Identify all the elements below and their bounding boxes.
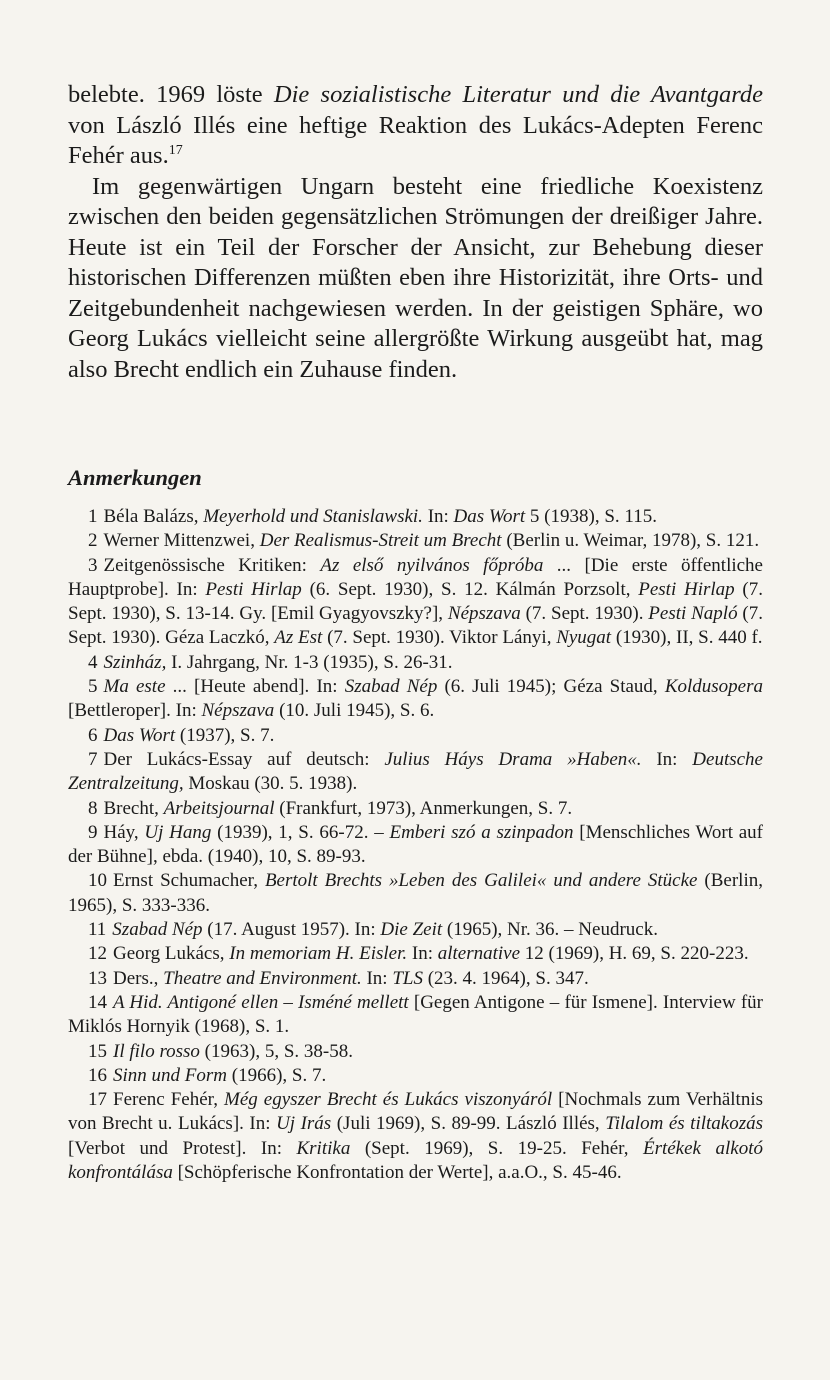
note-title: Még egyszer Brecht és Lukács viszonyáról [224, 1089, 553, 1111]
note-title: In memoriam H. Eisler. [229, 943, 408, 965]
note-text: Der Lukács-Essay auf deutsch: [103, 748, 385, 770]
note-text: [Bettleroper]. In: [68, 700, 202, 722]
paragraph-1 [68, 80, 763, 172]
note-number: 14 [88, 991, 107, 1013]
note-text: (7. Sept. 1930), S. 13-14. Gy. [Emil Gyagyovszky?], [68, 578, 763, 625]
notes-list [68, 505, 763, 1185]
note-number: 1 [88, 506, 98, 527]
note-number: 3 [88, 554, 98, 576]
note-text: (1965), Nr. 36. – Neudruck. [442, 919, 658, 941]
note-number: 9 [88, 821, 98, 843]
note-title: Népszava [447, 603, 521, 625]
paragraph-2: Im gegenwärtigen Ungarn besteht eine friedliche Koexistenz zwischen den beiden gegensätzlichen Strömungen der dreißiger Jahre. Heute ist ein Teil der Forscher der Ansicht, zur Behebung dieser historischen Differenzen müßten eben ihre Historizität, ihre Orts- und Zeitgebundenheit nachgewiesen werden. In der geistigen Sphäre, wo Georg Lukács vielleicht seine allergrößte Wirkung ausgeübt hat, mag also Brecht endlich ein Zuhause finden. [68, 172, 763, 383]
p1-title: Die sozialistische Literatur und die Avantgarde [273, 81, 763, 108]
note-text: (Juli 1969), S. 89-99. László Illés, [331, 1113, 606, 1135]
footnote-ref: 17 [168, 143, 183, 158]
note-text: [Menschliches Wort auf der Bühne], ebda. (1940), 10, S. 89-93. [68, 821, 763, 868]
note-title: Das Wort [103, 724, 176, 746]
main-text [68, 80, 763, 385]
note-text: (6. Sept. 1930), S. 12. Kálmán Porzsolt, [301, 578, 639, 600]
note-text: (7. Sept. 1930). Géza Laczkó, [68, 603, 764, 649]
note-title: Der Realismus-Streit um Brecht [259, 530, 502, 552]
note-title: Bertolt Brechts »Leben des Galilei« und andere Stücke [264, 870, 698, 892]
note-text: (Berlin u. Weimar, 1978), S. 121. [501, 530, 760, 552]
note-title: Theatre and Environment. [163, 967, 362, 989]
note-text: (6. Juli 1945); Géza Staud, [437, 676, 665, 698]
note-text: In: [422, 506, 454, 527]
note-text: Ferenc Fehér, [113, 1089, 225, 1111]
note-number: 4 [88, 651, 98, 673]
note-text: I. Jahrgang, Nr. 1-3 (1935), S. 26-31. [166, 651, 453, 673]
note-title: Szabad Nép [112, 919, 203, 941]
note-item [68, 821, 763, 870]
note-text: (Berlin, 1965), S. 333-336. [68, 870, 763, 916]
note-title: Il filo rosso [113, 1040, 200, 1062]
note-title: Sinn und Form [113, 1064, 227, 1086]
note-title: Pesti Hirlap [205, 578, 302, 600]
note-number: 11 [88, 919, 107, 941]
note-text: ... [Die erste öffentliche Hauptprobe]. In: [68, 554, 763, 600]
note-number: 8 [88, 797, 98, 819]
note-title: Uj Hang [144, 821, 212, 843]
note-title: Az első nyilvános főpróba [320, 554, 544, 576]
note-number: 7 [88, 748, 98, 770]
note-text: (10. Juli 1945), S. 6. [274, 700, 435, 722]
note-item [68, 967, 763, 991]
note-item [68, 748, 763, 797]
note-item [68, 675, 763, 724]
note-item [68, 1088, 763, 1185]
note-text: Ernst Schumacher, [113, 870, 265, 892]
note-number: 10 [88, 870, 107, 892]
note-text: Zeitgenössische Kritiken: [103, 554, 321, 576]
note-number: 16 [88, 1064, 107, 1086]
note-item [68, 942, 763, 966]
note-text: ... [Heute abend]. In: [165, 676, 345, 698]
note-title: TLS [392, 967, 423, 989]
note-text: Béla Balázs, [103, 506, 204, 527]
note-text: (7. Sept. 1930). Viktor Lányi, [322, 627, 557, 649]
note-text: (1930), II, S. 440 f. [611, 627, 763, 649]
notes-heading: Anmerkungen [68, 465, 202, 490]
note-text: (Frankfurt, 1973), Anmerkungen, S. 7. [274, 797, 573, 819]
note-text: Werner Mittenzwei, [103, 530, 260, 552]
note-item [68, 1064, 763, 1088]
note-number: 12 [88, 943, 107, 965]
note-title: Uj Irás [276, 1113, 332, 1135]
note-text: [Schöpferische Konfrontation der Werte], a.a.O., S. 45-46. [172, 1162, 622, 1184]
note-title: Az Est [274, 627, 323, 649]
note-title: Emberi szó a szinpadon [389, 821, 574, 843]
note-text: In: [361, 967, 393, 989]
note-item [68, 918, 763, 942]
note-text: (23. 4. 1964), S. 347. [422, 967, 589, 989]
note-text: (1966), S. 7. [227, 1064, 327, 1086]
note-title: Szabad Nép [344, 676, 438, 698]
note-title: alternative [437, 943, 521, 965]
note-text: Georg Lukács, [113, 943, 230, 965]
note-item [68, 529, 763, 553]
note-item [68, 869, 763, 918]
note-item [68, 1040, 763, 1064]
note-item [68, 651, 763, 675]
p1-pre: belebte. 1969 löste [68, 81, 274, 108]
note-title: Pesti Hirlap [638, 578, 735, 600]
note-text: (17. August 1957). In: [202, 919, 381, 941]
note-number: 6 [88, 724, 98, 746]
note-text: 12 (1969), H. 69, S. 220-223. [520, 943, 749, 965]
note-text: [Nochmals zum Verhältnis von Brecht u. Lukács]. In: [68, 1089, 763, 1135]
note-text: (1963), 5, S. 38-58. [199, 1040, 353, 1062]
note-title: Das Wort [453, 506, 526, 527]
note-title: Koldusopera [664, 676, 764, 698]
note-item [68, 991, 763, 1040]
note-text: Brecht, [103, 797, 164, 819]
note-text: [Verbot und Protest]. In: [68, 1137, 297, 1159]
note-text: Moskau (30. 5. 1938). [183, 773, 358, 795]
note-text: In: [407, 943, 438, 965]
note-text: (1937), S. 7. [175, 724, 275, 746]
note-title: Meyerhold und Stanislawski. [203, 506, 423, 527]
note-item [68, 554, 763, 651]
note-text: (7. Sept. 1930). [520, 603, 649, 625]
note-text: Háy, [103, 821, 145, 843]
note-title: Deutsche Zentralzeitung, [68, 748, 763, 795]
p1-post: von László Illés eine heftige Reaktion des Lukács-Adepten Ferenc Fehér aus. [68, 111, 763, 169]
note-number: 17 [88, 1089, 107, 1111]
note-title: Tilalom és tiltakozás [605, 1113, 764, 1135]
note-text: [Gegen Antigone – für Ismene]. Interview für Miklós Hornyik (1968), S. 1. [68, 991, 763, 1038]
note-title: Értékek alkotó konfrontálása [68, 1137, 763, 1184]
note-item [68, 505, 763, 529]
note-title: Pesti Napló [648, 603, 738, 625]
note-text: Ders., [113, 967, 164, 989]
note-item [68, 797, 763, 821]
note-number: 2 [88, 530, 98, 552]
note-text: 5 (1938), S. 115. [525, 506, 657, 527]
note-title: Nyugat [556, 627, 612, 649]
note-title: A Hid. Antigoné ellen – Isméné mellett [113, 991, 409, 1013]
note-text: In: [641, 748, 693, 770]
note-text: (1939), 1, S. 66-72. – [211, 821, 390, 843]
note-item [68, 724, 763, 748]
note-title: Julius Háys Drama »Haben«. [384, 748, 642, 770]
note-title: Arbeitsjournal [163, 797, 275, 819]
note-text: (Sept. 1969), S. 19-25. Fehér, [350, 1137, 643, 1159]
note-title: Ma este [103, 676, 166, 698]
note-title: Szinház, [103, 651, 167, 673]
note-number: 5 [88, 676, 98, 698]
note-title: Die Zeit [380, 919, 443, 941]
note-number: 15 [88, 1040, 107, 1062]
note-title: Népszava [201, 700, 275, 722]
note-number: 13 [88, 967, 107, 989]
note-title: Kritika [296, 1137, 351, 1159]
